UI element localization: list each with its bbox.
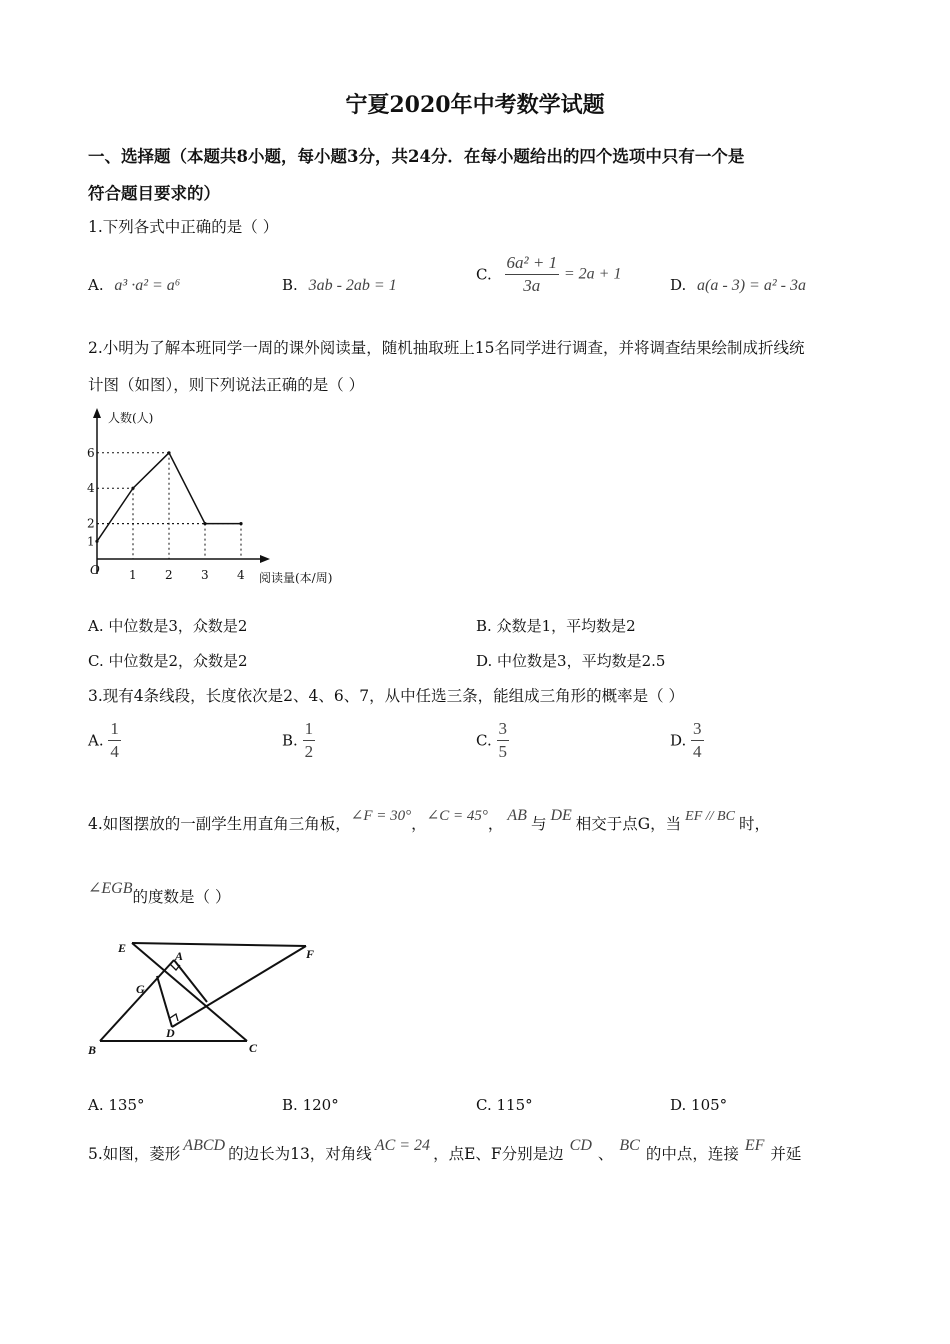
option-text: 120° (302, 1096, 339, 1114)
data-point (167, 451, 170, 454)
option-text: 135° (108, 1096, 145, 1114)
separator: ， (411, 815, 427, 833)
q4-stem-line1 (88, 805, 770, 845)
fraction-denominator: 5 (498, 742, 507, 761)
fraction-denominator: 4 (693, 742, 702, 761)
angle-egb: ∠EGB (88, 880, 133, 897)
data-point (131, 487, 134, 490)
guide-lines (97, 453, 241, 559)
segment-ab: AB (507, 807, 527, 824)
point-label-f: F (306, 947, 315, 961)
segment-ef: EF (744, 1137, 765, 1154)
q2-option-d (476, 650, 665, 671)
stem-text: 并延 (770, 1145, 802, 1163)
stem-text: ，点E、F分别是边 (433, 1145, 564, 1163)
fraction (303, 718, 316, 763)
diagonal-ac: AC = 24 (374, 1137, 431, 1154)
y-axis-label: 人数(人) (108, 411, 154, 425)
y-tick-label: 6 (87, 445, 95, 460)
segment-fd (172, 946, 306, 1027)
q2-stem-line1: 2.小明为了解本班同学一周的课外阅读量，随机抽取班上15名同学进行调查，并将调查结果绘制成折线统 (88, 339, 805, 357)
q4-option-b (282, 1096, 339, 1114)
q2-option-b (476, 615, 636, 636)
fraction-numerator: 6a² + 1 (505, 252, 560, 275)
q4-triangle-figure (84, 930, 324, 1060)
separator: 、 (597, 1145, 614, 1163)
x-tick-label: 1 (129, 568, 137, 582)
segment-gd (157, 976, 172, 1027)
q3-option-c (476, 718, 509, 763)
fraction (505, 252, 560, 297)
x-tick-label: 2 (165, 568, 173, 582)
option-letter: B. (282, 276, 298, 294)
q4-option-d (670, 1096, 727, 1114)
segment-ba (100, 960, 174, 1041)
origin-label: O (90, 563, 100, 577)
q3-option-a (88, 718, 121, 763)
point-label-c: C (249, 1041, 258, 1055)
math-expression: = 2a + 1 (563, 265, 622, 283)
right-angle-mark-d (170, 1014, 178, 1021)
option-letter: A. (88, 276, 104, 294)
x-tick-label: 4 (237, 568, 245, 582)
fraction (497, 718, 510, 763)
option-letter: A. (88, 1096, 104, 1114)
point-label-b: B (88, 1043, 97, 1057)
fraction (108, 718, 121, 763)
q1-option-c (476, 252, 621, 297)
angle-c: ∠C = 45° (426, 808, 488, 824)
option-letter: B. (282, 731, 298, 750)
angle-f: ∠F = 30° (350, 808, 412, 824)
q1-option-b (282, 276, 397, 295)
side-bc: BC (619, 1137, 640, 1154)
y-tick-label: 1 (87, 534, 95, 549)
q2-line-chart (86, 404, 376, 594)
side-cd: CD (569, 1137, 592, 1154)
q2-option-a (88, 615, 247, 636)
option-letter: D. (670, 276, 687, 294)
option-letter: C. (476, 1096, 492, 1114)
option-text: 中位数是3，众数是2 (108, 617, 248, 635)
option-letter: A. (88, 617, 104, 635)
q3-stem: 3.现有4条线段，长度依次是2、4、6、7，从中任选三条，能组成三角形的概率是（ ） (88, 687, 685, 705)
fraction-numerator: 1 (303, 718, 316, 741)
stem-text: 5.如图，菱形 (88, 1145, 181, 1163)
option-letter: D. (670, 1096, 687, 1114)
option-text: 众数是1，平均数是2 (496, 617, 636, 635)
parallel-condition: EF // BC (685, 809, 735, 824)
point-label-g: G (136, 982, 145, 996)
q2-option-c (88, 650, 248, 671)
q5-stem-line1 (88, 1135, 801, 1174)
option-letter: C. (476, 265, 492, 284)
q3-option-b (282, 718, 315, 763)
q4-option-a (88, 1096, 145, 1114)
q1-option-d (670, 276, 806, 295)
x-axis-arrow (260, 555, 270, 563)
option-letter: A. (88, 731, 104, 750)
stem-text: 与 (530, 815, 547, 833)
math-expression: 3ab - 2ab = 1 (308, 277, 397, 294)
data-point (95, 540, 98, 543)
q1-stem: 1.下列各式中正确的是（ ） (88, 218, 279, 236)
stem-text: 4.如图摆放的一副学生用直角三角板， (88, 815, 351, 833)
option-letter: D. (670, 731, 687, 750)
point-label-e: E (118, 941, 127, 955)
x-axis-label: 阅读量(本/周) (259, 571, 333, 585)
option-letter: C. (88, 652, 104, 670)
data-point (203, 522, 206, 525)
q3-option-d (670, 718, 704, 763)
fraction-numerator: 3 (691, 718, 704, 741)
option-text: 中位数是2，众数是2 (108, 652, 248, 670)
q1-option-a (88, 276, 180, 295)
option-letter: B. (282, 1096, 298, 1114)
stem-text: 的边长为13，对角线 (228, 1145, 372, 1163)
segment-ef (132, 943, 306, 946)
point-label-d: D (166, 1026, 175, 1040)
segment-de: DE (550, 807, 572, 824)
tick-labels (87, 446, 245, 582)
fraction-denominator: 4 (110, 742, 119, 761)
fraction (691, 718, 704, 763)
section-heading-line2: 符合题目要求的） (88, 184, 220, 203)
math-expression: a³ ·a² = a⁶ (114, 277, 181, 294)
option-text: 115° (496, 1096, 533, 1114)
stem-text: 时， (738, 815, 770, 833)
y-tick-label: 2 (87, 516, 95, 531)
page-title: 宁夏2020年中考数学试题 (345, 92, 605, 118)
y-axis-arrow (93, 408, 101, 418)
point-label-a: A (175, 949, 184, 963)
math-expression: a(a - 3) = a² - 3a (697, 277, 806, 294)
stem-text: 的中点，连接 (645, 1145, 739, 1163)
rhombus-abcd: ABCD (183, 1137, 226, 1154)
fraction-denominator: 3a (523, 276, 541, 295)
option-text: 105° (691, 1096, 728, 1114)
fraction-denominator: 2 (304, 742, 314, 761)
q2-stem-line2: 计图（如图），则下列说法正确的是（ ） (88, 376, 365, 394)
fraction-numerator: 1 (108, 718, 121, 741)
q4-option-c (476, 1096, 533, 1114)
stem-text: 相交于点G，当 (575, 815, 682, 833)
data-point (239, 522, 242, 525)
option-text: 中位数是3，平均数是2.5 (497, 652, 666, 670)
separator: ， (487, 815, 504, 833)
option-letter: D. (476, 652, 493, 670)
y-tick-label: 4 (87, 481, 95, 496)
q4-stem-line2 (88, 878, 230, 917)
option-letter: B. (476, 617, 492, 635)
option-letter: C. (476, 731, 492, 750)
stem-text: 的度数是（ ） (132, 888, 231, 906)
section-heading-line1: 一、选择题（本题共8小题，每小题3分，共24分．在每小题给出的四个选项中只有一个是 (88, 147, 745, 166)
x-tick-label: 3 (201, 568, 209, 582)
fraction-numerator: 3 (497, 718, 510, 741)
